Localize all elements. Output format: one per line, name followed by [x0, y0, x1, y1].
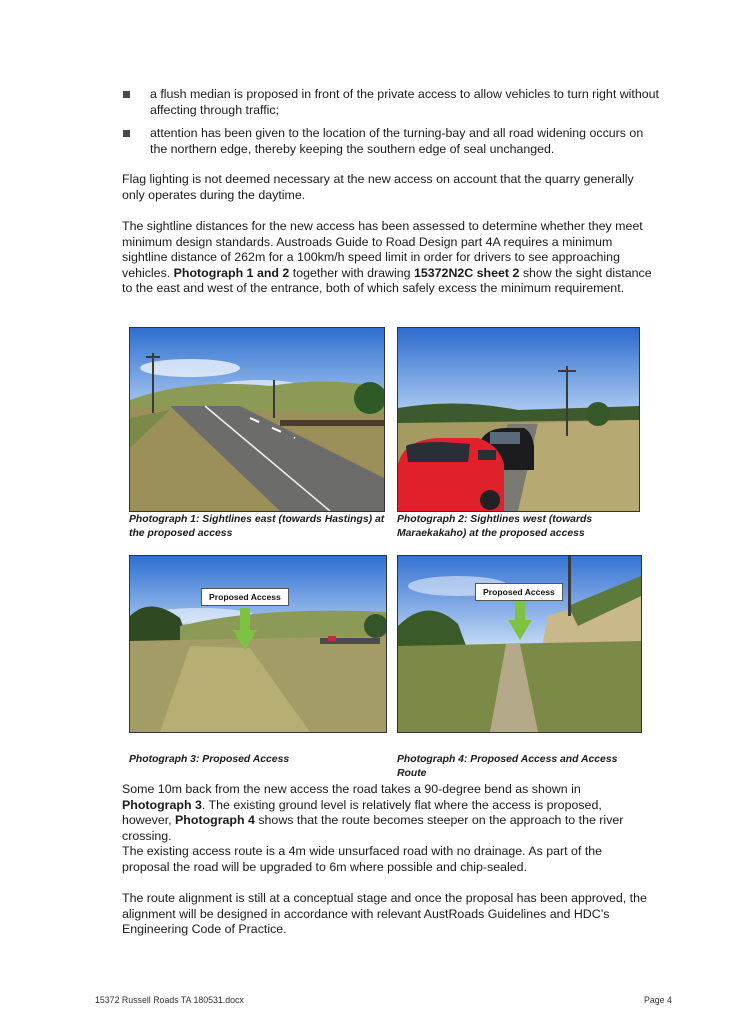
- paragraph-flag-lighting: Flag lighting is not deemed necessary at the new access on account that the quarry generally only operates during the daytime.: [122, 172, 634, 202]
- photograph-3-caption: Photograph 3: Proposed Access: [129, 754, 290, 765]
- bullet-item: [122, 87, 662, 118]
- photograph-1: [129, 327, 385, 512]
- paragraph-alignment: The route alignment is still at a conceptual stage and once the proposal has been approved, the alignment will be designed in accordance with relevant AustRoads Guidelines and HDC’s Engineering Code of Practice.: [122, 891, 647, 937]
- bullet-square-icon: [123, 130, 130, 137]
- photograph-3: [129, 555, 387, 733]
- paragraph-existing-route: The existing access route is a 4m wide unsurfaced road with no drainage. As part of the proposal the road will be upgraded to 6m where possible and chip-sealed.: [122, 844, 603, 874]
- paragraph-bend: Some 10m back from the new access the road takes a 90-degree bend as shown in Photograph 3. The existing ground level is relatively flat where the access is proposed, however, Photograph 4 shows that the route becomes steeper on the approach to the river crossing.: [122, 782, 624, 843]
- photograph-2: [397, 327, 640, 512]
- photograph-4-caption: Photograph 4: Proposed Access and Access Route: [397, 754, 618, 779]
- photograph-1-caption: Photograph 1: Sightlines east (towards Hastings) at the proposed access: [129, 514, 385, 539]
- footer-filename: 15372 Russell Roads TA 180531.docx: [95, 995, 244, 1005]
- bullet-text: a flush median is proposed in front of the private access to allow vehicles to turn right without affecting through traffic;: [150, 87, 659, 117]
- photograph-4: [397, 555, 642, 733]
- bullet-item: [122, 126, 662, 157]
- footer-page-number: Page 4: [644, 995, 672, 1005]
- photograph-2-caption: Photograph 2: Sightlines west (towards Maraekakaho) at the proposed access: [397, 514, 593, 539]
- proposed-access-label: Proposed Access: [201, 588, 289, 606]
- bullet-list: [122, 87, 662, 165]
- paragraph-sightline: The sightline distances for the new access has been assessed to determine whether they meet minimum design standards. Austroads Guide to Road Design part 4A requires a minimum sightline distance of 262m for a 100km/h speed limit in order for drivers to see approaching vehicles. Photograph 1 and 2 together with drawing 15372N2C sheet 2 show the sight distance to the east and west of the entrance, both of which safely excess the minimum requirement.: [122, 219, 652, 296]
- bullet-square-icon: [123, 91, 130, 98]
- proposed-access-label: Proposed Access: [475, 583, 563, 601]
- bullet-text: attention has been given to the location of the turning-bay and all road widening occurs on the northern edge, thereby keeping the southern edge of seal unchanged.: [150, 126, 644, 156]
